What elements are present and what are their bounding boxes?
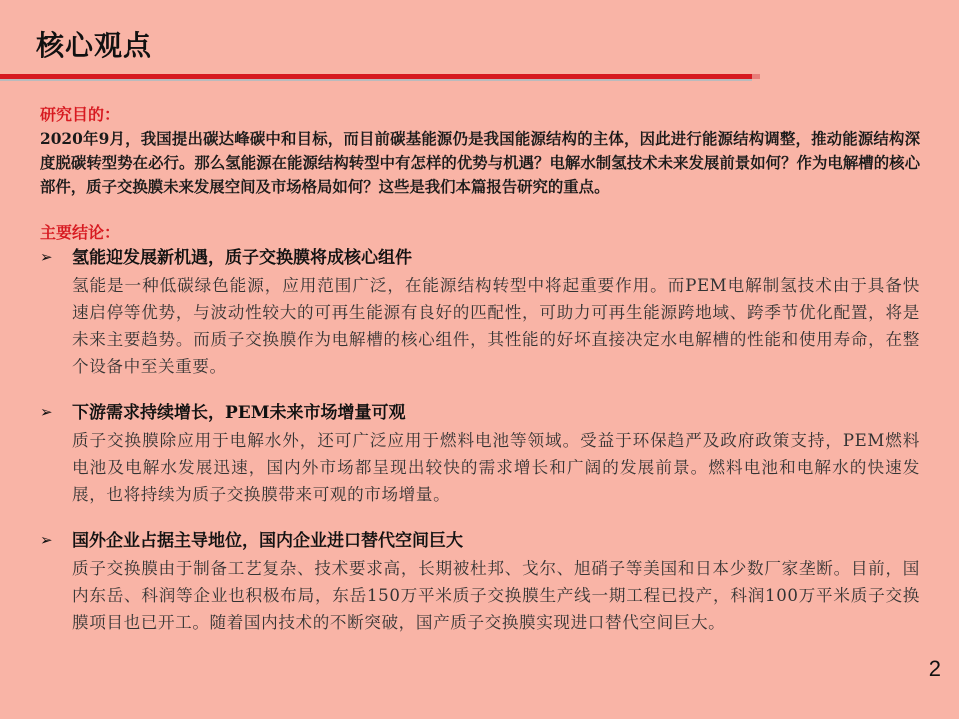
title-underline-shadow xyxy=(0,79,752,81)
conclusion-heading: 下游需求持续增长，PEM未来市场增量可观 xyxy=(72,403,406,423)
arrow-bullet-icon: ➢ xyxy=(40,531,53,549)
page-number: 2 xyxy=(928,656,941,681)
page-title: 核心观点 xyxy=(36,29,153,62)
conclusion-point xyxy=(40,528,920,636)
content-area xyxy=(40,103,920,636)
conclusion-body: 质子交换膜除应用于电解水外，还可广泛应用于燃料电池等领域。受益于环保趋严及政府政策支持，PEM燃料电池及电解水发展迅速，国内外市场都呈现出较快的需求增长和广阔的发展前景。燃料电池和电解水的快速发展，也将持续为质子交换膜带来可观的市场增量。 xyxy=(72,431,920,504)
purpose-text: 2020年9月，我国提出碳达峰碳中和目标，而目前碳基能源仍是我国能源结构的主体，因此进行能源结构调整，推动能源结构深度脱碳转型势在必行。那么氢能源在能源结构转型中有怎样的优势与机遇？电解水制氢技术未来发展前景如何？作为电解槽的核心部件，质子交换膜未来发展空间及市场格局如何？这些是我们本篇报告研究的重点。 xyxy=(40,130,920,196)
conclusions-label: 主要结论： xyxy=(40,223,121,242)
conclusion-point xyxy=(40,245,920,380)
conclusion-heading: 氢能迎发展新机遇，质子交换膜将成核心组件 xyxy=(72,248,412,268)
title-underline-tail xyxy=(752,74,760,79)
conclusion-body: 氢能是一种低碳绿色能源，应用范围广泛，在能源结构转型中将起重要作用。而PEM电解制氢技术由于具备快速启停等优势，与波动性较大的可再生能源有良好的匹配性，可助力可再生能源跨地域、跨季节优化配置，将是未来主要趋势。而质子交换膜作为电解槽的核心组件，其性能的好坏直接决定水电解槽的性能和使用寿命，在整个设备中至关重要。 xyxy=(72,276,920,376)
arrow-bullet-icon: ➢ xyxy=(40,248,53,266)
conclusion-point xyxy=(40,400,920,508)
conclusion-body: 质子交换膜由于制备工艺复杂、技术要求高，长期被杜邦、戈尔、旭硝子等美国和日本少数厂家垄断。目前，国内东岳、科润等企业也积极布局，东岳150万平米质子交换膜生产线一期工程已投产，科润100万平米质子交换膜项目也已开工。随着国内技术的不断突破，国产质子交换膜实现进口替代空间巨大。 xyxy=(72,559,920,632)
conclusion-heading: 国外企业占据主导地位，国内企业进口替代空间巨大 xyxy=(72,531,463,551)
arrow-bullet-icon: ➢ xyxy=(40,403,53,421)
purpose-label: 研究目的： xyxy=(40,105,121,124)
